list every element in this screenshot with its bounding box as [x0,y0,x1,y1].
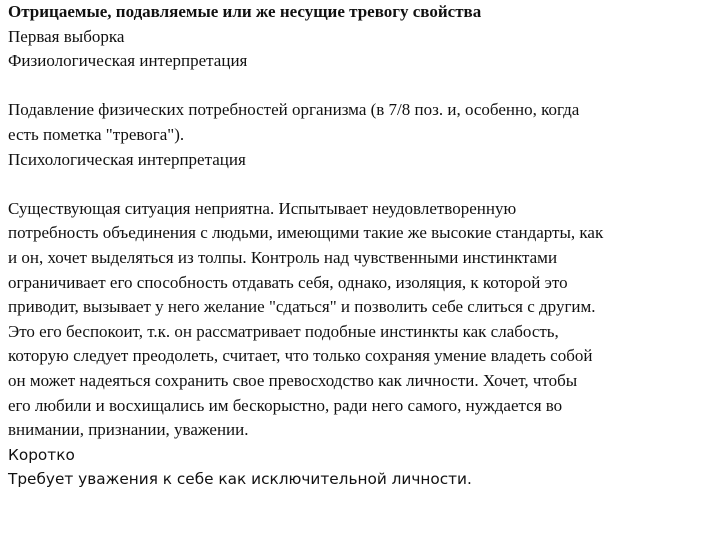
psychological-text-line: его любили и восхищались им бескорыстно, ради него самого, нуждается во [8,395,563,415]
physiological-interpretation-label: Физиологическая интерпретация [8,51,248,71]
physiological-text-line: Подавление физических потребностей организма (в 7/8 поз. и, особенно, когда [8,100,580,120]
sample-label: Первая выборка [8,26,125,46]
brief-section [8,443,714,492]
document-heading: Отрицаемые, подавляемые или же несущие тревогу свойства [8,2,482,21]
brief-label: Коротко [8,445,75,464]
psychological-text-line: потребность объединения с людьми, имеющими такие же высокие стандарты, как [8,223,604,243]
psychological-text-line: которую следует преодолеть, считает, что только сохраняя умение владеть собой [8,346,593,366]
psychological-text-line: приводит, вызывает у него желание "сдаться" и позволить себе слиться с другим. [8,297,596,317]
psychological-text-line: ограничивает его способность отдавать себя, однако, изоляция, к которой это [8,272,568,292]
physiological-text-line: есть пометка "тревога"). [8,124,185,144]
document-body [8,0,714,443]
paragraph-gap [8,74,714,99]
psychological-interpretation-label: Психологическая интерпретация [8,149,246,169]
paragraph-gap [8,172,714,197]
psychological-text-line: он может надеяться сохранить свое превосходство как личности. Хочет, чтобы [8,370,578,390]
brief-text: Требует уважения к себе как исключительной личности. [8,470,472,489]
psychological-text-line: Существующая ситуация неприятна. Испытывает неудовлетворенную [8,198,517,218]
document-page [8,0,714,492]
psychological-text-line: внимании, признании, уважении. [8,420,249,440]
psychological-text-line: Это его беспокоит, т.к. он рассматривает подобные инстинкты как слабость, [8,321,559,341]
psychological-text-line: и он, хочет выделяться из толпы. Контроль над чувственными инстинктами [8,247,558,267]
